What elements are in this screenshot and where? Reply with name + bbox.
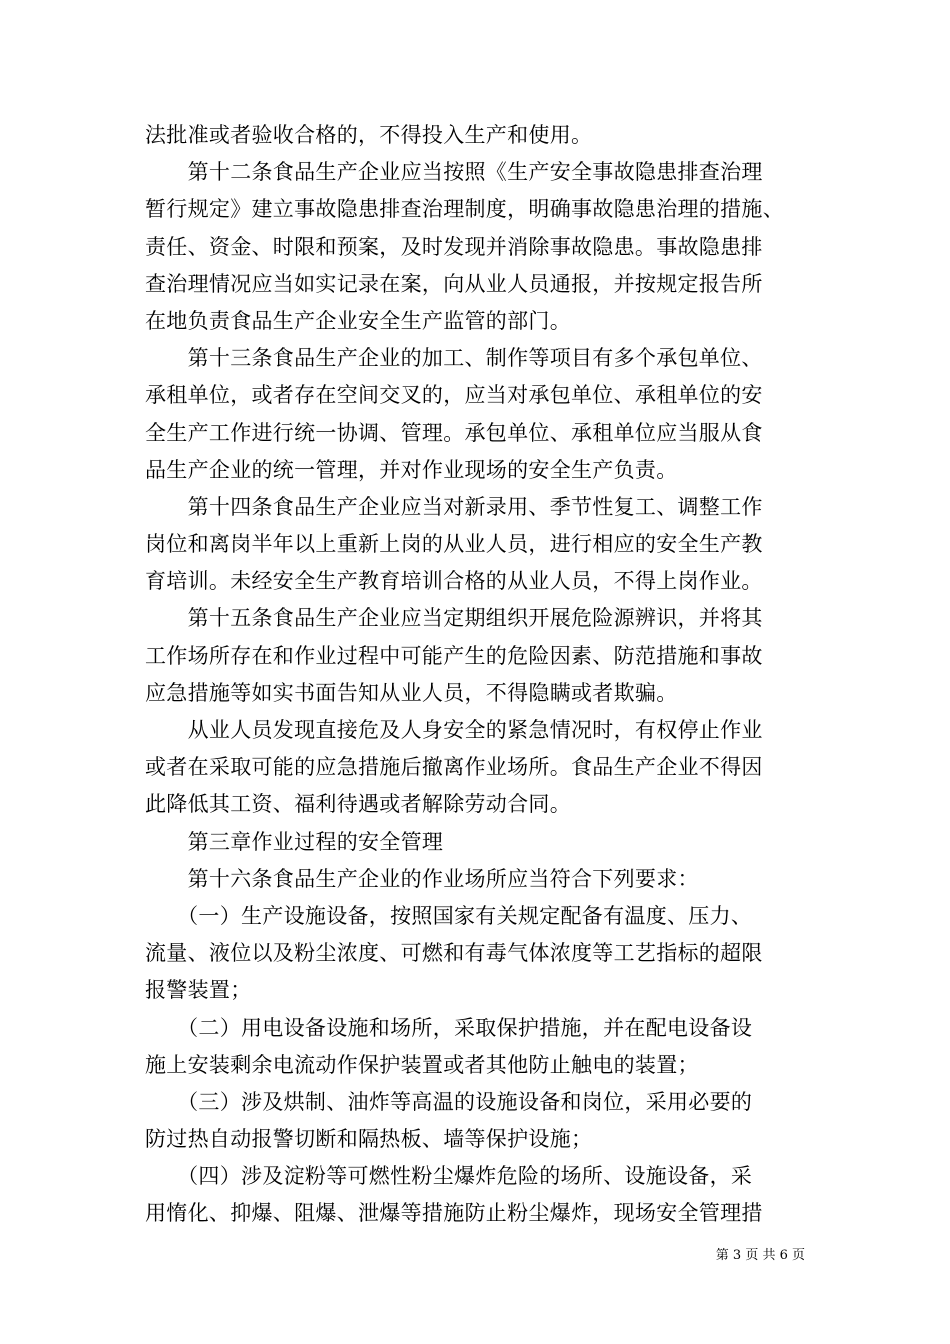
text-line: 施上安装剩余电流动作保护装置或者其他防止触电的装置； bbox=[145, 1052, 699, 1077]
text-line: 此降低其工资、福利待遇或者解除劳动合同。 bbox=[145, 792, 571, 817]
text-line: 第十六条食品生产企业的作业场所应当符合下列要求： bbox=[145, 866, 699, 891]
text-line: 育培训。未经安全生产教育培训合格的从业人员，不得上岗作业。 bbox=[145, 569, 763, 594]
text-line: 从业人员发现直接危及人身安全的紧急情况时，有权停止作业 bbox=[145, 718, 763, 742]
text-line: 承租单位，或者存在空间交叉的，应当对承包单位、承租单位的安 bbox=[145, 383, 763, 408]
text-line: 责任、资金、时限和预案，及时发现并消除事故隐患。事故隐患排 bbox=[145, 234, 763, 259]
text-line: 第十五条食品生产企业应当定期组织开展危险源辨识，并将其 bbox=[145, 606, 763, 631]
text-line: 查治理情况应当如实记录在案，向从业人员通报，并按规定报告所 bbox=[145, 271, 763, 296]
text-line: 品生产企业的统一管理，并对作业现场的安全生产负责。 bbox=[145, 457, 678, 482]
text-line: （四）涉及淀粉等可燃性粉尘爆炸危险的场所、设施设备，采 bbox=[145, 1164, 753, 1189]
text-line: 第十二条食品生产企业应当按照《生产安全事故隐患排查治理 bbox=[145, 160, 763, 185]
text-line: 法批准或者验收合格的，不得投入生产和使用。 bbox=[145, 123, 593, 147]
text-line: 全生产工作进行统一协调、管理。承包单位、承租单位应当服从食 bbox=[145, 420, 763, 445]
text-line: 用惰化、抑爆、阻爆、泄爆等措施防止粉尘爆炸，现场安全管理措 bbox=[145, 1201, 763, 1226]
text-line: （二）用电设备设施和场所，采取保护措施，并在配电设备设 bbox=[145, 1015, 753, 1040]
text-line: 应急措施等如实书面告知从业人员，不得隐瞒或者欺骗。 bbox=[145, 680, 678, 705]
text-line: 第十三条食品生产企业的加工、制作等项目有多个承包单位、 bbox=[145, 346, 763, 371]
text-line: 报警装置； bbox=[145, 978, 252, 1003]
text-line: 防过热自动报警切断和隔热板、墙等保护设施； bbox=[145, 1127, 593, 1152]
text-line: 工作场所存在和作业过程中可能产生的危险因素、防范措施和事故 bbox=[145, 643, 763, 668]
text-line: 第三章作业过程的安全管理 bbox=[145, 829, 444, 854]
text-line: （一）生产设施设备，按照国家有关规定配备有温度、压力、 bbox=[145, 903, 753, 928]
document-body bbox=[145, 117, 810, 1233]
text-line: 流量、液位以及粉尘浓度、可燃和有毒气体浓度等工艺指标的超限 bbox=[145, 941, 763, 966]
text-line: 在地负责食品生产企业安全生产监管的部门。 bbox=[145, 308, 571, 333]
page-footer: 第 3 页 共 6 页 bbox=[715, 1248, 805, 1263]
text-line: 暂行规定》建立事故隐患排查治理制度，明确事故隐患治理的措施、 bbox=[145, 197, 784, 222]
text-line: 或者在采取可能的应急措施后撤离作业场所。食品生产企业不得因 bbox=[145, 755, 763, 780]
text-line: 岗位和离岗半年以上重新上岗的从业人员，进行相应的安全生产教 bbox=[145, 532, 763, 557]
text-line: （三）涉及烘制、油炸等高温的设施设备和岗位，采用必要的 bbox=[145, 1089, 753, 1114]
text-line: 第十四条食品生产企业应当对新录用、季节性复工、调整工作 bbox=[145, 494, 763, 519]
